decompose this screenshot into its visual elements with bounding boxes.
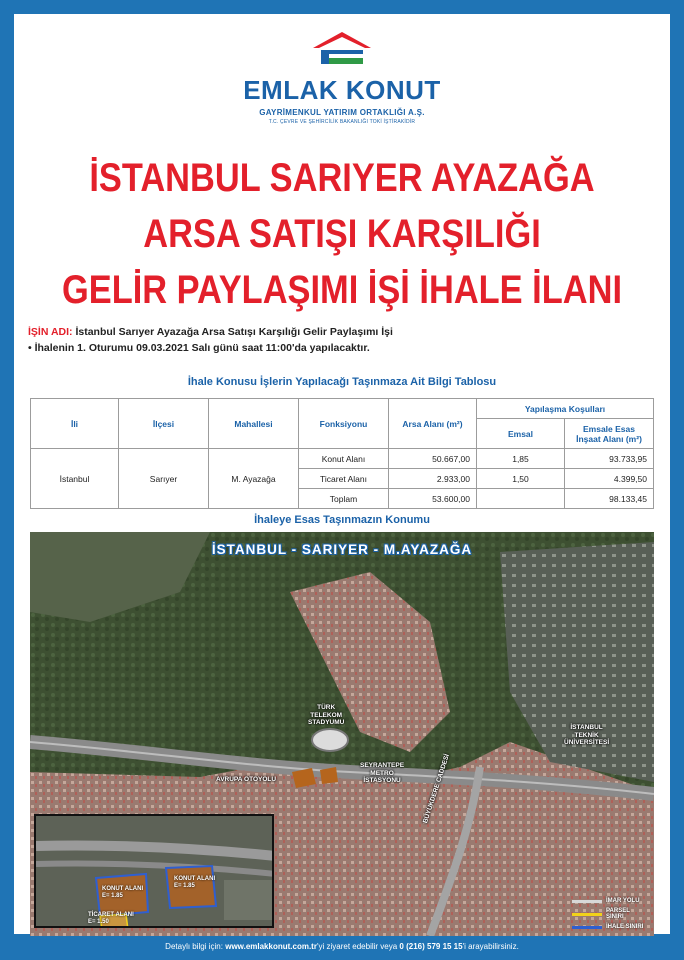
session-line: • İhalenin 1. Oturumu 09.03.2021 Salı günü saat 11:00'da yapılacaktır. [28,342,370,354]
brand-subtitle: GAYRİMENKUL YATIRIM ORTAKLIĞI A.Ş. [259,108,425,117]
legend-swatch [572,926,602,929]
legend-item [550,898,646,904]
col-ilce: İlçesi [119,399,209,449]
job-info [28,324,393,356]
cell-emsal: 1,85 [477,449,565,469]
brand-name: EMLAK KONUT [243,75,441,105]
poi-metro: SEYRANTEPE METRO İSTASYONU [360,762,405,784]
legend-swatch [572,913,602,916]
location-map [30,532,654,936]
poi-highway: AVRUPA OTOYOLU [216,776,277,783]
col-yapilasma: Yapılaşma Koşulları [477,399,654,419]
cell-insaat: 98.133,45 [565,489,654,509]
legend-item [550,908,646,920]
poi-stadium: TÜRK TELEKOM STADYUMU [308,704,345,726]
map-banner: İSTANBUL - SARIYER - M.AYAZAĞA [211,542,473,557]
property-info-table [30,398,654,509]
lot-ticaret: TİCARET ALANI E= 1.50 [88,912,134,925]
poi-street: BÜYÜKDERE CADDESİ [422,753,451,825]
cell-arsa: 2.933,00 [389,469,477,489]
headline-line-3: GELİR PAYLAŞIMI İŞİ İHALE İLANI [61,268,622,312]
lot-konut-1: KONUT ALANI E= 1.85 [102,886,144,899]
col-arsa: Arsa Alanı (m²) [389,399,477,449]
cell-arsa: 53.600,00 [389,489,477,509]
poi-university: İSTANBUL TEKNİK ÜNİVERSİTESİ [564,724,610,746]
legend-label: PARSEL SINIRI [606,908,630,920]
cell-il: İstanbul [31,449,119,509]
footer [0,942,684,951]
inset-image [36,816,274,928]
cell-emsal: 1,50 [477,469,565,489]
footer-website-link[interactable]: www.emlakkonut.com.tr [225,942,317,951]
footer-suffix: 'i arayabilirsiniz. [462,942,519,951]
house-roof-logo-icon [307,28,377,68]
footer-middle: 'yi ziyaret edebilir veya [316,942,398,951]
col-insaat-line-1: Emsale Esas [583,423,635,434]
col-insaat [565,419,654,449]
legend-item [550,924,646,930]
headline-line-2: ARSA SATIŞI KARŞILIĞI [143,212,541,256]
job-label: İŞİN ADI: [28,326,73,338]
announcement-sheet [14,14,670,934]
footer-phone[interactable]: 0 (216) 579 15 15 [399,942,463,951]
col-fonksiyon: Fonksiyonu [299,399,389,449]
headline-line-1: İSTANBUL SARIYER AYAZAĞA [89,156,595,200]
brand-logo [14,28,670,125]
job-name: İstanbul Sarıyer Ayazağa Arsa Satışı Karşılığı Gelir Paylaşımı İşi [75,326,393,338]
col-mahalle: Mahallesi [209,399,299,449]
cell-insaat: 93.733,95 [565,449,654,469]
inset-map [34,814,274,928]
lot-konut-2: KONUT ALANI E= 1.85 [174,876,216,889]
map-legend [550,894,646,930]
col-insaat-line-2: İnşaat Alanı (m²) [576,433,642,444]
brand-tagline: T.C. ÇEVRE VE ŞEHİRCİLİK BAKANLIĞI TOKİ İŞTİRAKİDİR [268,119,416,125]
legend-swatch [572,900,602,903]
cell-arsa: 50.667,00 [389,449,477,469]
cell-insaat: 4.399,50 [565,469,654,489]
headline [14,150,670,318]
cell-fonksiyon: Ticaret Alanı [299,469,389,489]
col-emsal: Emsal [477,419,565,449]
col-il: İli [31,399,119,449]
map-title: İhaleye Esas Taşınmazın Konumu [254,514,430,526]
cell-fonksiyon: Konut Alanı [299,449,389,469]
cell-fonksiyon: Toplam [299,489,389,509]
table-title: İhale Konusu İşlerin Yapılacağı Taşınmaza Ait Bilgi Tablosu [187,376,497,388]
legend-label: İMAR YOLU [606,898,640,904]
cell-ilce: Sarıyer [119,449,209,509]
cell-emsal [477,489,565,509]
legend-label: İHALE SINIRI [606,924,644,930]
cell-mahalle: M. Ayazağa [209,449,299,509]
table-row [31,449,654,469]
footer-prefix: Detaylı bilgi için: [165,942,223,951]
